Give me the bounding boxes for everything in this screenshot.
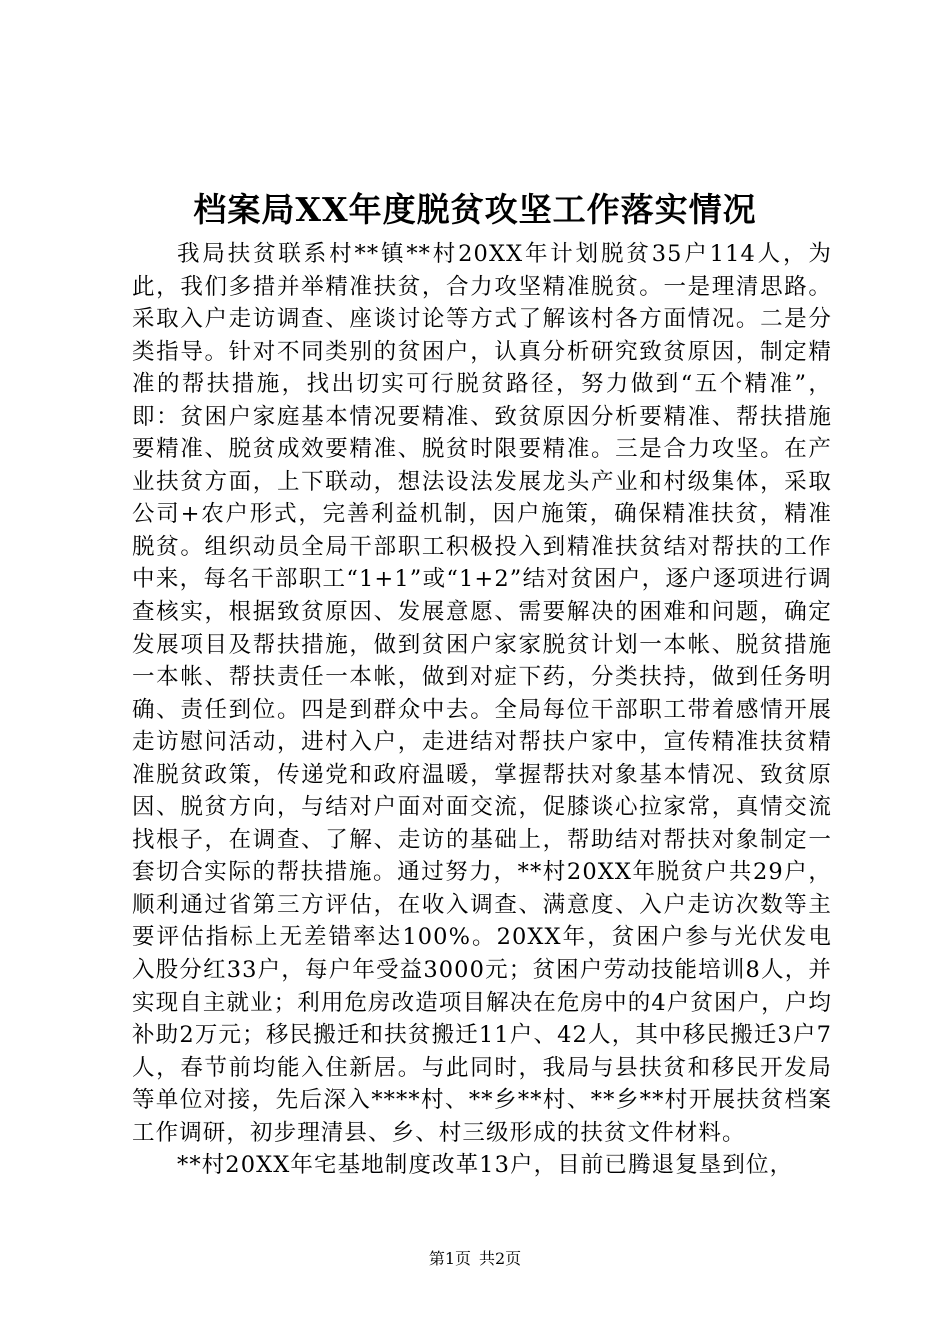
document-title: 档案局XX年度脱贫攻坚工作落实情况 bbox=[193, 190, 757, 229]
page-total: 共2页 bbox=[479, 1249, 522, 1268]
body-paragraph: **村20XX年宅基地制度改革13户，目前已腾退复垦到位， bbox=[177, 1152, 794, 1179]
body-paragraph: 我局扶贫联系村**镇**村20XX年计划脱贫35户114人，为此，我们多措并举精准扶贫，合力攻坚精准脱贫。一是理清思路。采取入户走访调查、座谈讨论等方式了解该村各方面情况。二是分类指导。针对不同类别的贫困户，认真分析研究致贫原因，制定精准的帮扶措施，找出切实可行脱贫路径，努力做到“五个精准”，即：贫困户家庭基本情况要精准、致贫原因分析要精准、帮扶措施要精准、脱贫成效要精准、脱贫时限要精准。三是合力攻坚。在产业扶贫方面，上下联动，想法设法发展龙头产业和村级集体，采取公司+农户形式，完善利益机制，因户施策，确保精准扶贫，精准脱贫。组织动员全局干部职工积极投入到精准扶贫结对帮扶的工作中来，每名干部职工“1+1”或“1+2”结对贫困户，逐户逐项进行调查核实，根据致贫原因、发展意愿、需要解决的困难和问题，确定发展项目及帮扶措施，做到贫困户家家脱贫计划一本帐、脱贫措施一本帐、帮扶责任一本帐，做到对症下药，分类扶持，做到任务明确、责任到位。四是到群众中去。全局每位干部职工带着感情开展走访慰问活动，进村入户，走进结对帮扶户家中，宣传精准扶贫精准脱贫政策，传递党和政府温暖，掌握帮扶对象基本情况、致贫原因、脱贫方向，与结对户面对面交流，促膝谈心拉家常，真情交流找根子，在调查、了解、走访的基础上，帮助结对帮扶对象制定一套切合实际的帮扶措施。通过努力，**村20XX年脱贫户共29户，顺利通过省第三方评估，在收入调查、满意度、入户走访次数等主要评估指标上无差错率达100%。20XX年，贫困户参与光伏发电入股分红33户，每户年受益3000元；贫困户劳动技能培训8人，并实现自主就业；利用危房改造项目解决在危房中的4户贫困户，户均补助2万元；移民搬迁和扶贫搬迁11户、42人，其中移民搬迁3户7人，春节前均能入住新居。与此同时，我局与县扶贫和移民开发局等单位对接，先后深入****村、**乡**村、**乡**村开展扶贫档案工作调研，初步理清县、乡、村三级形成的扶贫文件材料。 bbox=[132, 241, 832, 1146]
page-number: 第1页 bbox=[428, 1249, 471, 1268]
page-footer bbox=[0, 1248, 950, 1270]
document-body bbox=[132, 238, 832, 1182]
